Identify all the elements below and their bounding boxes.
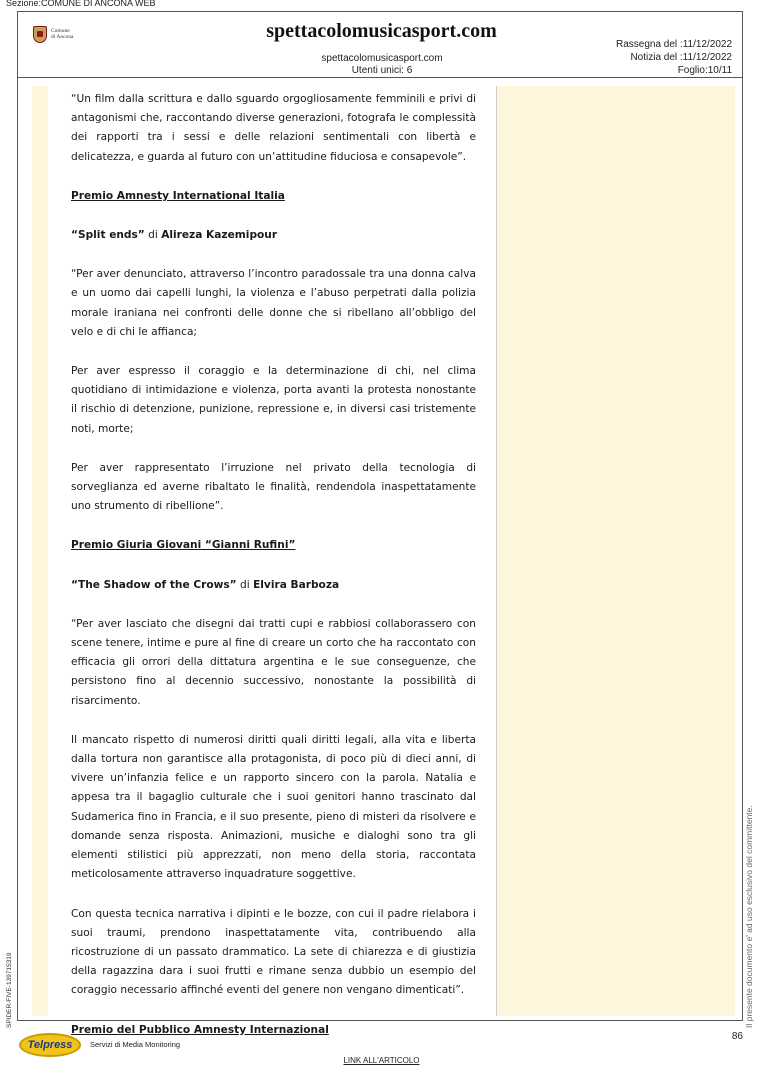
notizia-date: Notizia del :11/12/2022 xyxy=(630,52,732,63)
motivation-paragraph: Per aver espresso il coraggio e la determinazione di chi, nel clima quotidiano di intimidazione e violenza, porta avanti la protesta nonostante il rischio di detenzione, punizione, repressione e, in diversi casi tristemente noti, morte; xyxy=(71,365,476,435)
article-body xyxy=(71,90,476,1060)
crest-icon xyxy=(33,26,47,43)
article-link[interactable]: LINK ALL'ARTICOLO xyxy=(343,1056,420,1065)
foglio-label: Foglio:10/11 xyxy=(677,65,732,76)
usage-notice: Il presente documento e' ad uso esclusivo del committente. xyxy=(744,805,754,1028)
award-heading: Premio Giuria Giovani “Gianni Rufini” xyxy=(71,539,296,552)
motivation-paragraph: Il mancato rispetto di numerosi diritti quali diritti legali, alla vita e liberta dalla tortura non garantisce alla protagonista, di poco più di dieci anni, di vivere un’infanzia felice e un rapporto sincero con la parola. Natalia e appesa tra il bagaglio culturale che i suoi genitori hanno trascinato dal Sudamerica fino in Francia, e il suo presente, pieno di misteri da risolvere e domande senza risposta. Animazioni, musiche e dialoghi sono tra gli elementi stilistici più apprezzati, non meno della storia, raccontata meticolosamente attraverso inquadrature soggettive. xyxy=(71,733,476,881)
motivation-paragraph: “Per aver lasciato che disegni dai tratti cupi e rabbiosi collaborassero con scene tenere, intime e pure al fine di creare un corto che ha raccontato con efficacia gli orrori della dittatura argentina e le sue conseguenze, che persistono fino al decennio successivo, nonostante la possibilità di risarcimento. xyxy=(71,617,476,707)
header-divider xyxy=(17,77,743,78)
award-heading: Premio del Pubblico Amnesty Internazional xyxy=(71,1023,329,1036)
film-credit: “The Shadow of the Crows” di Elvira Barboza xyxy=(71,578,340,591)
logo-text: Comune di Ancona xyxy=(51,28,74,40)
motivation-paragraph: Con questa tecnica narrativa i dipinti e le bozze, con cui il padre rielabora i suoi traumi, prendono inaspettatamente vita, contribuendo alla ricostruzione di un passato drammatico. La sete di chiarezza e di giustizia della ragazzina dara i suoi frutti e rimane senza dubbio un esempio del coraggio necessario affinché eventi del genere non vengano dimenticati”. xyxy=(71,907,476,997)
section-label: Sezione:COMUNE DI ANCONA WEB xyxy=(6,0,156,8)
award-heading: Premio Amnesty International Italia xyxy=(71,189,285,202)
services-label: Servizi di Media Monitoring xyxy=(90,1040,181,1049)
spider-id: SPIDER-FIVE-139715319 xyxy=(6,952,13,1028)
film-credit: “Split ends” di Alireza Kazemipour xyxy=(71,229,278,242)
unique-users: Utenti unici: 6 xyxy=(351,65,413,76)
page-number: 86 xyxy=(731,1031,743,1042)
rassegna-date: Rassegna del :11/12/2022 xyxy=(615,39,732,50)
site-url: spettacolomusicasport.com xyxy=(321,53,443,64)
comune-logo xyxy=(33,26,93,46)
motivation-paragraph: Per aver rappresentato l’irruzione nel privato della tecnologia di sorveglianza ed averne ribaltato le finalità, rendendola inaspettatamente uno strumento di ribellione”. xyxy=(71,461,476,513)
quote-paragraph: “Un film dalla scrittura e dallo sguardo orgogliosamente femminili e privi di antagonismi che, raccontando diverse generazioni, fotografa le complessità dei rapporti tra i sessi e delle relazioni sentimentali con libertà e delicatezza, e guarda al futuro con un’attitudine fiduciosa e consapevole”. xyxy=(71,93,476,163)
column-divider xyxy=(496,86,497,1016)
motivation-paragraph: “Per aver denunciato, attraverso l’incontro paradossale tra una donna calva e un uomo dai capelli lunghi, la violenza e l’abuso perpetrati dalla polizia morale iraniana nei confronti delle donne che si ribellano all’obbligo del velo e di chi le affianca; xyxy=(71,268,476,338)
site-title: spettacolomusicasport.com xyxy=(266,20,497,42)
telpress-logo: Telpress xyxy=(19,1033,81,1057)
